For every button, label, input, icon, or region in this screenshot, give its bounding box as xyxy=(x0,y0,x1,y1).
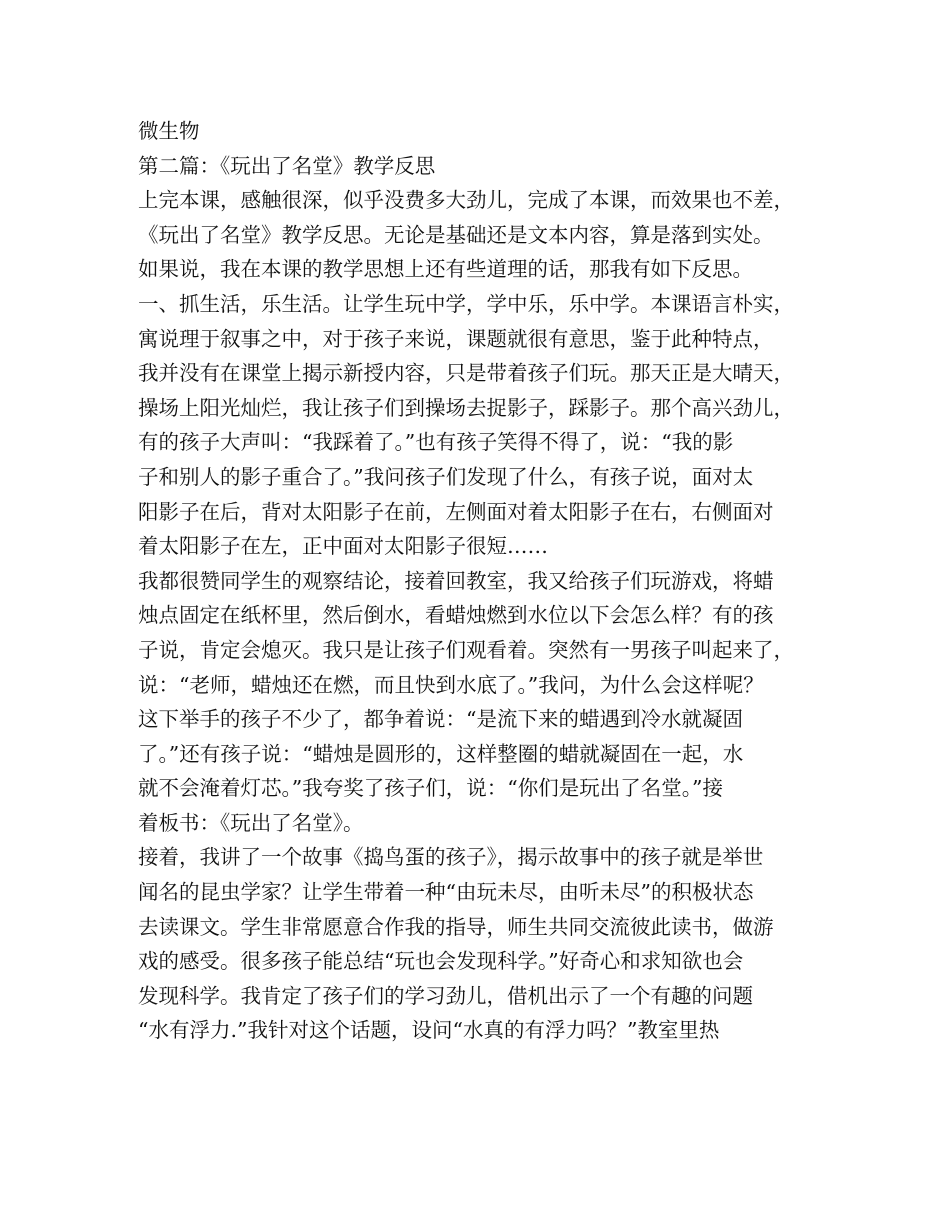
text-line: 接着，我讲了一个故事《捣鸟蛋的孩子》，揭示故事中的孩子就是举世 xyxy=(138,845,764,870)
text-line: 就不会淹着灯芯。”我夸奖了孩子们，说：“你们是玩出了名堂。”接 xyxy=(138,776,723,801)
text-line: 着板书：《玩出了名堂》。 xyxy=(138,810,364,835)
text-line: 了。”还有孩子说：“蜡烛是圆形的，这样整圈的蜡就凝固在一起，水 xyxy=(138,741,744,766)
text-line: 阳影子在后，背对太阳影子在前，左侧面对着太阳影子在右，右侧面对 xyxy=(138,499,774,524)
text-line: 发现科学。我肯定了孩子们的学习劲儿，借机出示了一个有趣的问题 xyxy=(138,983,753,1008)
text-line: 寓说理于叙事之中，对于孩子来说，课题就很有意思，鉴于此种特点， xyxy=(138,326,774,351)
text-line: 烛点固定在纸杯里，然后倒水，看蜡烛燃到水位以下会怎么样？有的孩 xyxy=(138,603,774,628)
text-line: 闻名的昆虫学家？让学生带着一种“由玩未尽，由听未尽”的积极状态 xyxy=(138,880,754,905)
text-line: 如果说，我在本课的教学思想上还有些道理的话，那我有如下反思。 xyxy=(138,257,753,282)
text-line: 一、抓生活，乐生活。让学生玩中学，学中乐，乐中学。本课语言朴实， xyxy=(138,291,794,316)
text-line: 子说，肯定会熄灭。我只是让孩子们观看着。突然有一男孩子叫起来了， xyxy=(138,637,794,662)
text-line: “水有浮力.”我针对这个话题，设问“水真的有浮力吗？”教室里热 xyxy=(138,1018,720,1043)
text-line: 去读课文。学生非常愿意合作我的指导，师生共同交流彼此读书，做游 xyxy=(138,914,774,939)
text-line: 有的孩子大声叫：“我踩着了。”也有孩子笑得不得了，说：“我的影 xyxy=(138,430,734,455)
text-line: 上完本课，感触很深，似乎没费多大劲儿，完成了本课，而效果也不差， xyxy=(138,188,794,213)
section-heading-microbes: 微生物 xyxy=(138,119,200,143)
text-line: 这下举手的孩子不少了，都争着说：“是流下来的蜡遇到冷水就凝固 xyxy=(138,707,743,732)
text-line: 戏的感受。很多孩子能总结“玩也会发现科学。”好奇心和求知欲也会 xyxy=(138,949,744,974)
text-line: 《玩出了名堂》教学反思。无论是基础还是文本内容，算是落到实处。 xyxy=(138,222,774,247)
text-line: 说：“老师，蜡烛还在燃，而且快到水底了。”我问，为什么会这样呢？ xyxy=(138,672,764,697)
article-title: 第二篇：《玩出了名堂》教学反思 xyxy=(138,153,436,178)
text-line: 着太阳影子在左，正中面对太阳影子很短…… xyxy=(138,534,548,559)
text-line: 操场上阳光灿烂，我让孩子们到操场去捉影子，踩影子。那个高兴劲儿， xyxy=(138,395,794,420)
document-body xyxy=(138,114,828,1048)
text-line: 我都很赞同学生的观察结论，接着回教室，我又给孩子们玩游戏，将蜡 xyxy=(138,568,774,593)
text-line: 我并没有在课堂上揭示新授内容，只是带着孩子们玩。那天正是大晴天， xyxy=(138,361,794,386)
text-line: 子和别人的影子重合了。”我问孩子们发现了什么，有孩子说，面对太 xyxy=(138,464,754,489)
